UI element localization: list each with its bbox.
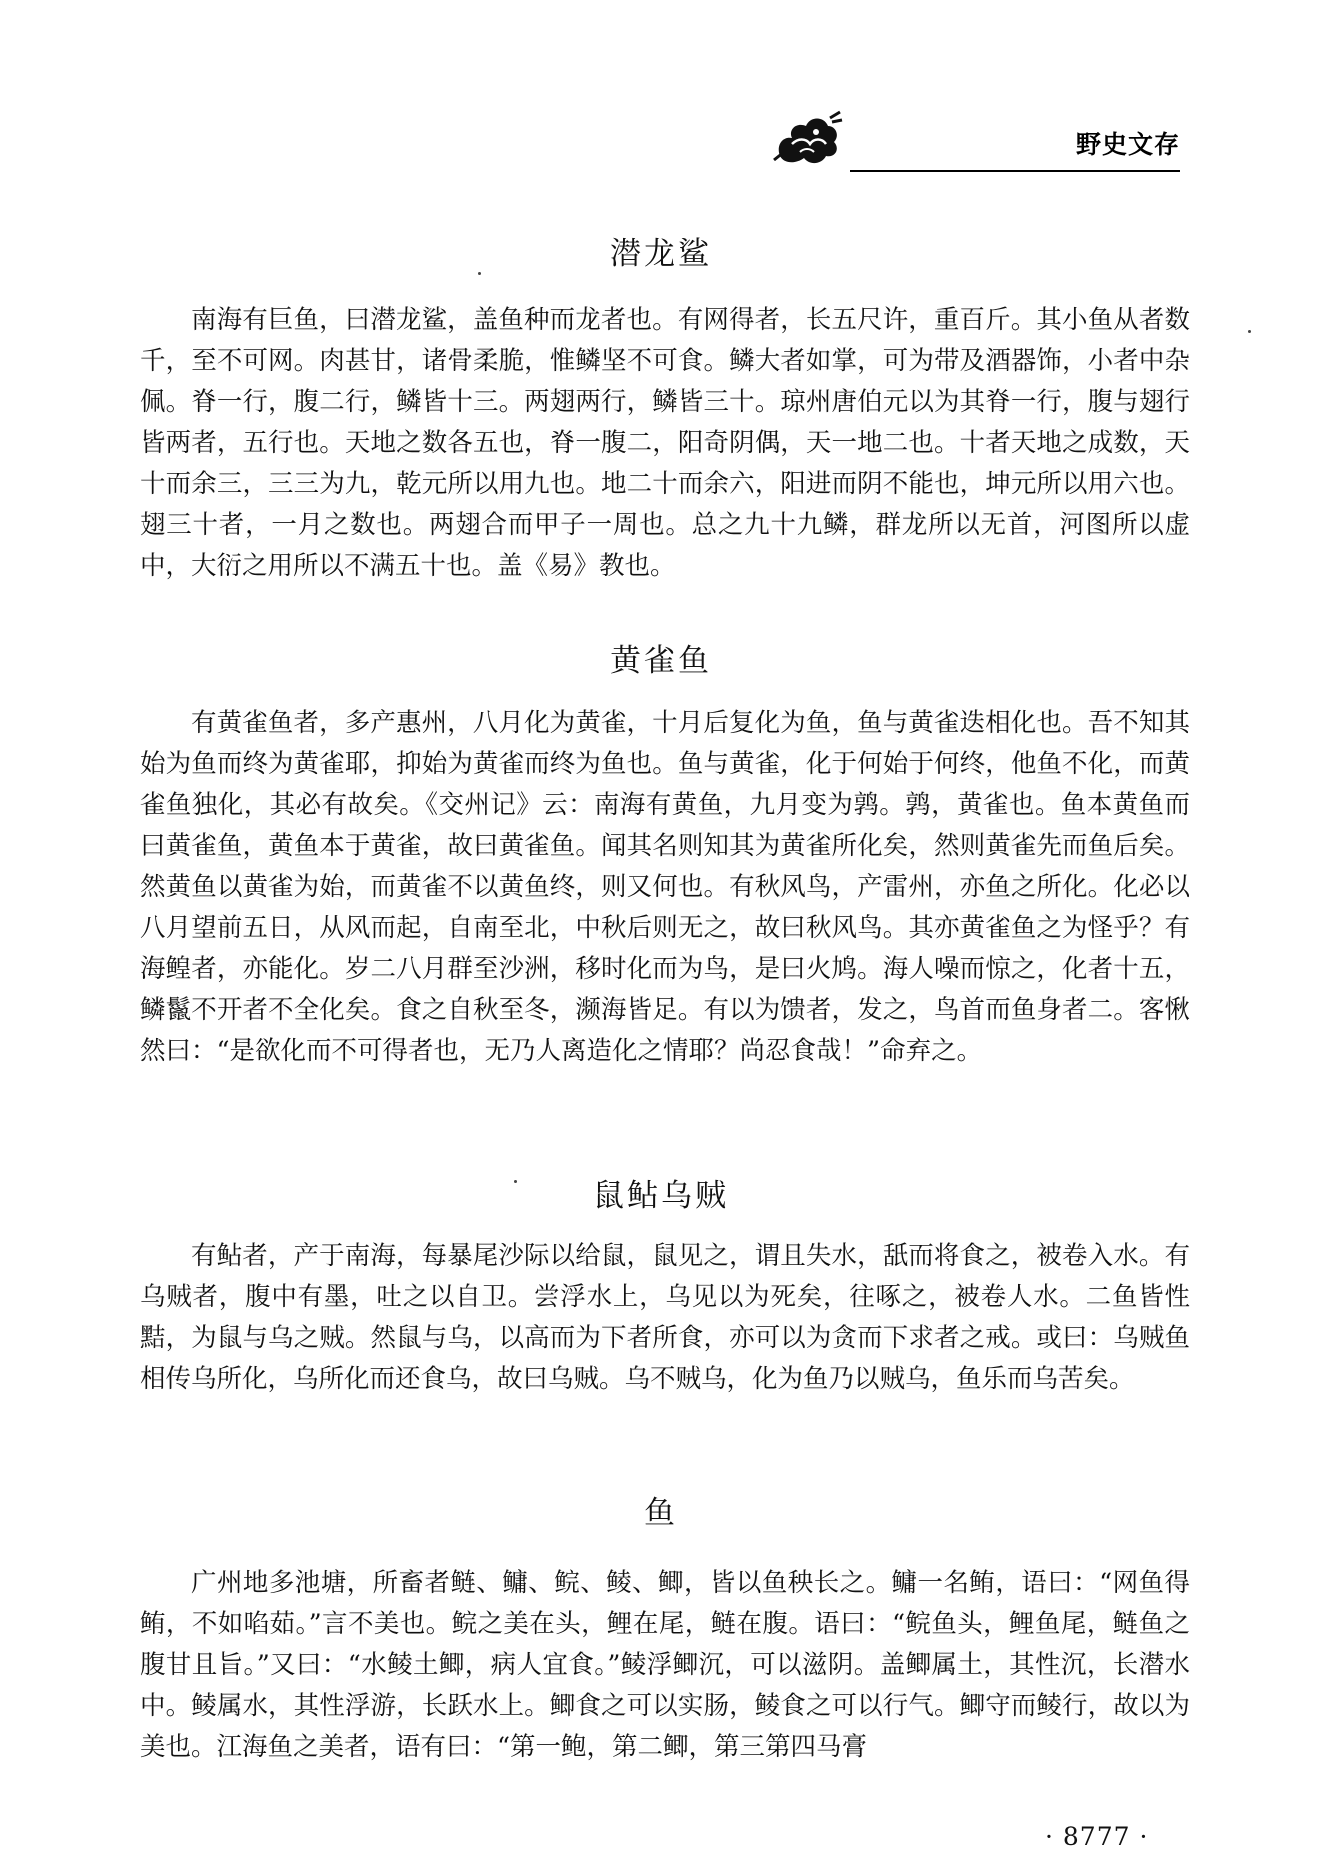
paragraph-yu: 广州地多池塘，所畜者鲢、鳙、鲩、鲮、鲫，皆以鱼秧长之。鳙一名鲔，语曰：“网鱼得鲔，不如啗茹。”言不美也。鲩之美在头，鲤在尾，鲢在腹。语曰：“鲩鱼头，鲤鱼尾，鲢鱼之腹甘且旨。”又曰：“水鲮土鲫，病人宜食。”鲮浮鲫沉，可以滋阴。盖鲫属土，其性沉，长潜水中。鲮属水，其性浮游，长跃水上。鲫食之可以实肠，鲮食之可以行气。鲫守而鲮行，故以为美也。江海鱼之美者，语有曰：“第一鲍，第二鲫，第三第四马膏	[140, 1568, 1190, 1762]
page-header	[0, 0, 1322, 190]
scan-speck	[478, 272, 481, 275]
paragraph-huangqueyu: 有黄雀鱼者，多产惠州，八月化为黄雀，十月后复化为鱼，鱼与黄雀迭相化也。吾不知其始为鱼而终为黄雀耶，抑始为黄雀而终为鱼也。鱼与黄雀，化于何始于何终，他鱼不化，而黄雀鱼独化，其必有故矣。《交州记》云：南海有黄鱼，九月变为鹑。鹑，黄雀也。鱼本黄鱼而曰黄雀鱼，黄鱼本于黄雀，故曰黄雀鱼。闻其名则知其为黄雀所化矣，然则黄雀先而鱼后矣。然黄鱼以黄雀为始，而黄雀不以黄鱼终，则又何也。有秋风鸟，产雷州，亦鱼之所化。化必以八月望前五日，从风而起，自南至北，中秋后则无之，故曰秋风鸟。其亦黄雀鱼之为怪乎？有海鳇者，亦能化。岁二八月群至沙洲，移时化而为鸟，是曰火鸠。海人噪而惊之，化者十五，鳞鬣不开者不全化矣。食之自秋至冬，濒海皆足。有以为馈者，发之，鸟首而鱼身者二。客愀然曰：“是欲化而不可得者也，无乃人离造化之情耶？尚忍食哉！”命弃之。	[140, 708, 1190, 1066]
section-title-yu: 鱼	[644, 1495, 678, 1531]
series-title: 野史文存	[1076, 130, 1181, 159]
header-rule	[850, 170, 1180, 172]
paragraph-shunianwuzei: 有鲇者，产于南海，每暴尾沙际以给鼠，鼠见之，谓且失水，舐而将食之，被卷入水。有乌贼者，腹中有墨，吐之以自卫。尝浮水上，乌见以为死矣，往啄之，被卷人水。二鱼皆性黠，为鼠与乌之贼。然鼠与乌，以高而为下者所食，亦可以为贪而下求者之戒。或曰：乌贼鱼相传乌所化，乌所化而还食乌，故曰乌贼。乌不贼乌，化为鱼乃以贼乌，鱼乐而乌苦矣。	[140, 1241, 1190, 1394]
paragraph-qianlongsha: 南海有巨鱼，曰潜龙鲨，盖鱼种而龙者也。有网得者，长五尺许，重百斤。其小鱼从者数千，至不可网。肉甚甘，诸骨柔脆，惟鳞坚不可食。鳞大者如掌，可为带及酒器饰，小者中杂佩。脊一行，腹二行，鳞皆十三。两翅两行，鳞皆三十。琼州唐伯元以为其脊一行，腹与翅行皆两者，五行也。天地之数各五也，脊一腹二，阳奇阴偶，天一地二也。十者天地之成数，天十而余三，三三为九，乾元所以用九也。地二十而余六，阳进而阴不能也，坤元所以用六也。翅三十者，一月之数也。两翅合而甲子一周也。总之九十九鳞，群龙所以无首，河图所以虚中，大衍之用所以不满五十也。盖《易》教也。	[140, 305, 1190, 581]
scan-speck	[1248, 330, 1251, 333]
section-title-shunianwuzei: 鼠鲇乌贼	[593, 1178, 729, 1214]
section-title-qianlongsha: 潜龙鲨	[610, 236, 712, 272]
dragon-emblem-icon	[770, 108, 844, 170]
page-number: · 8777 ·	[1045, 1822, 1149, 1851]
scan-speck	[514, 1180, 517, 1183]
section-title-huangqueyu: 黄雀鱼	[610, 643, 712, 679]
